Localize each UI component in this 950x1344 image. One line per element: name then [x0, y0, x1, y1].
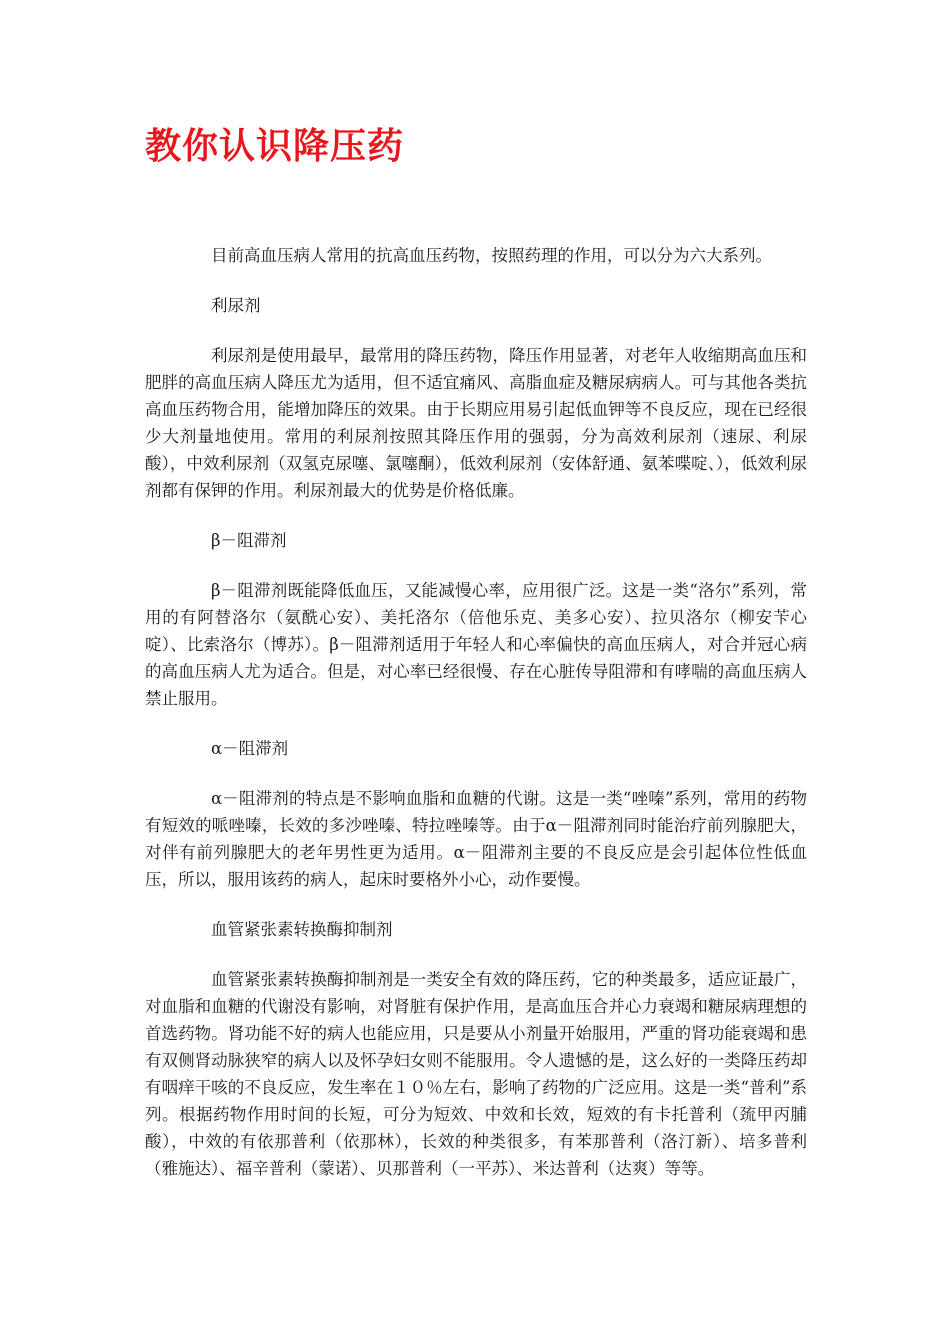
section-heading-ace-inhibitors: 血管紧张素转换酶抑制剂: [211, 920, 393, 939]
section-heading-diuretics: 利尿剂: [211, 296, 261, 315]
document-title: 教你认识降压药: [145, 126, 405, 167]
intro-paragraph: 目前高血压病人常用的抗高血压药物，按照药理的作用，可以分为六大系列。: [211, 246, 772, 265]
paragraph-diuretics: 利尿剂是使用最早，最常用的降压药物，降压作用显著，对老年人收缩期高血压和肥胖的高血压病人降压尤为适用，但不适宜痛风、高脂血症及糖尿病病人。可与其他各类抗高血压药物合用，能增加降压的效果。由于长期应用易引起低血钾等不良反应，现在已经很少大剂量地使用。常用的利尿剂按照其降压作用的强弱，分为高效利尿剂（速尿、利尿酸），中效利尿剂（双氢克尿噻、氯噻酮），低效利尿剂（安体舒通、氨苯喋啶、），低效利尿剂都有保钾的作用。利尿剂最大的优势是价格低廉。: [145, 346, 807, 500]
section-heading-beta-blockers: β－阻滞剂: [211, 531, 287, 550]
paragraph-beta-blockers: β－阻滞剂既能降低血压，又能减慢心率，应用很广泛。这是一类“洛尔”系列，常用的有阿替洛尔（氨酰心安）、美托洛尔（倍他乐克、美多心安）、拉贝洛尔（柳安苄心啶）、比索洛尔（博苏）。β－阻滞剂适用于年轻人和心率偏快的高血压病人，对合并冠心病的高血压病人尤为适合。但是，对心率已经很慢、存在心脏传导阻滞和有哮喘的高血压病人禁止服用。: [145, 581, 807, 708]
paragraph-alpha-blockers: α－阻滞剂的特点是不影响血脂和血糖的代谢。这是一类“唑嗪”系列，常用的药物有短效的哌唑嗪，长效的多沙唑嗪、特拉唑嗪等。由于α－阻滞剂同时能治疗前列腺肥大，对伴有前列腺肥大的老年男性更为适用。α－阻滞剂主要的不良反应是会引起体位性低血压，所以，服用该药的病人，起床时要格外小心，动作要慢。: [145, 789, 807, 889]
paragraph-ace-inhibitors: 血管紧张素转换酶抑制剂是一类安全有效的降压药，它的种类最多，适应证最广，对血脂和血糖的代谢没有影响，对肾脏有保护作用，是高血压合并心力衰竭和糖尿病理想的首选药物。肾功能不好的病人也能应用，只是要从小剂量开始服用，严重的肾功能衰竭和患有双侧肾动脉狭窄的病人以及怀孕妇女则不能服用。令人遗憾的是，这么好的一类降压药却有咽痒干咳的不良反应，发生率在１０％左右，影响了药物的广泛应用。这是一类“普利”系列。根据药物作用时间的长短，可分为短效、中效和长效，短效的有卡托普利（巯甲丙脯酸），中效的有依那普利（依那林），长效的种类很多，有苯那普利（洛汀新）、培多普利（雅施达）、福辛普利（蒙诺）、贝那普利（一平苏）、米达普利（达爽）等等。: [145, 970, 807, 1178]
section-heading-alpha-blockers: α－阻滞剂: [211, 739, 289, 758]
document-body: [145, 242, 807, 1205]
